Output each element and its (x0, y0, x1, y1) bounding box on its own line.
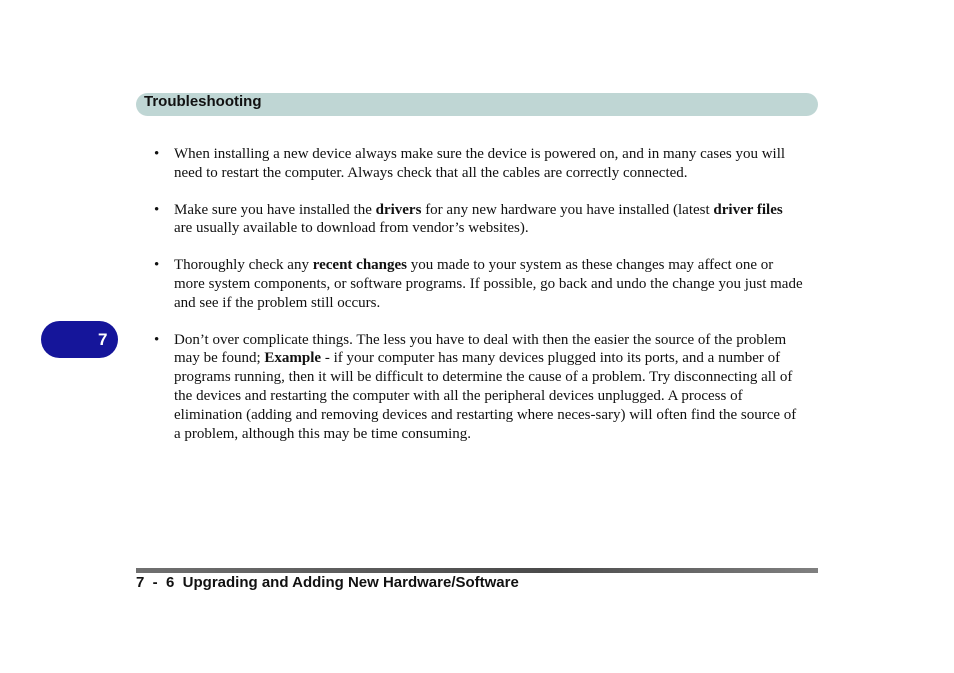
chapter-number: 7 (98, 330, 108, 349)
emphasis-driver-files: driver files (713, 201, 783, 218)
bullet-icon: • (154, 331, 160, 348)
list-item (154, 145, 804, 183)
bullet-text: are usually available to download from vendor’s websites). (174, 220, 529, 237)
bullet-text: - if your computer has many devices plugged into its ports, and a number of programs running, then it will be difficult to determine the cause of a problem. Try disconnecting all of the devices and restarting the computer with all the peripheral devices unplugged. A process of elimination (adding and removing devices and restarting where neces-sary) will often find the source of a problem, although this may be time consuming. (174, 350, 797, 442)
chapter-tab (41, 321, 118, 358)
list-item (154, 256, 804, 312)
emphasis-example: Example (264, 350, 322, 367)
footer-divider (136, 568, 818, 573)
bullet-text: for any new hardware you have installed (latest (421, 201, 714, 218)
section-title: Troubleshooting (144, 93, 262, 110)
emphasis-recent-changes: recent changes (312, 257, 408, 274)
page-footer: 7 - 6 Upgrading and Adding New Hardware/Software (136, 574, 519, 591)
bullet-icon: • (154, 146, 160, 162)
list-item (154, 201, 804, 239)
bullet-text: Don’t over complicate things. The less you have to deal with then the easier the source of the problem may be found; (174, 331, 787, 367)
bullet-icon: • (154, 257, 160, 274)
bullet-text: When installing a new device always make sure the device is powered on, and in many cases you will need to restart the computer. Always check that all the cables are correctly connected. (174, 146, 786, 181)
bullet-text: Make sure you have installed the (174, 201, 376, 218)
troubleshooting-tips-list (154, 145, 804, 461)
section-header (136, 93, 818, 116)
list-item (154, 331, 804, 444)
bullet-icon: • (154, 201, 160, 218)
emphasis-drivers: drivers (375, 201, 422, 218)
bullet-text: you made to your system as these changes may affect one or more system components, or software programs. If possible, go back and undo the change you just made and see if the problem still occurs. (174, 257, 803, 311)
bullet-text: Thoroughly check any (174, 257, 313, 274)
